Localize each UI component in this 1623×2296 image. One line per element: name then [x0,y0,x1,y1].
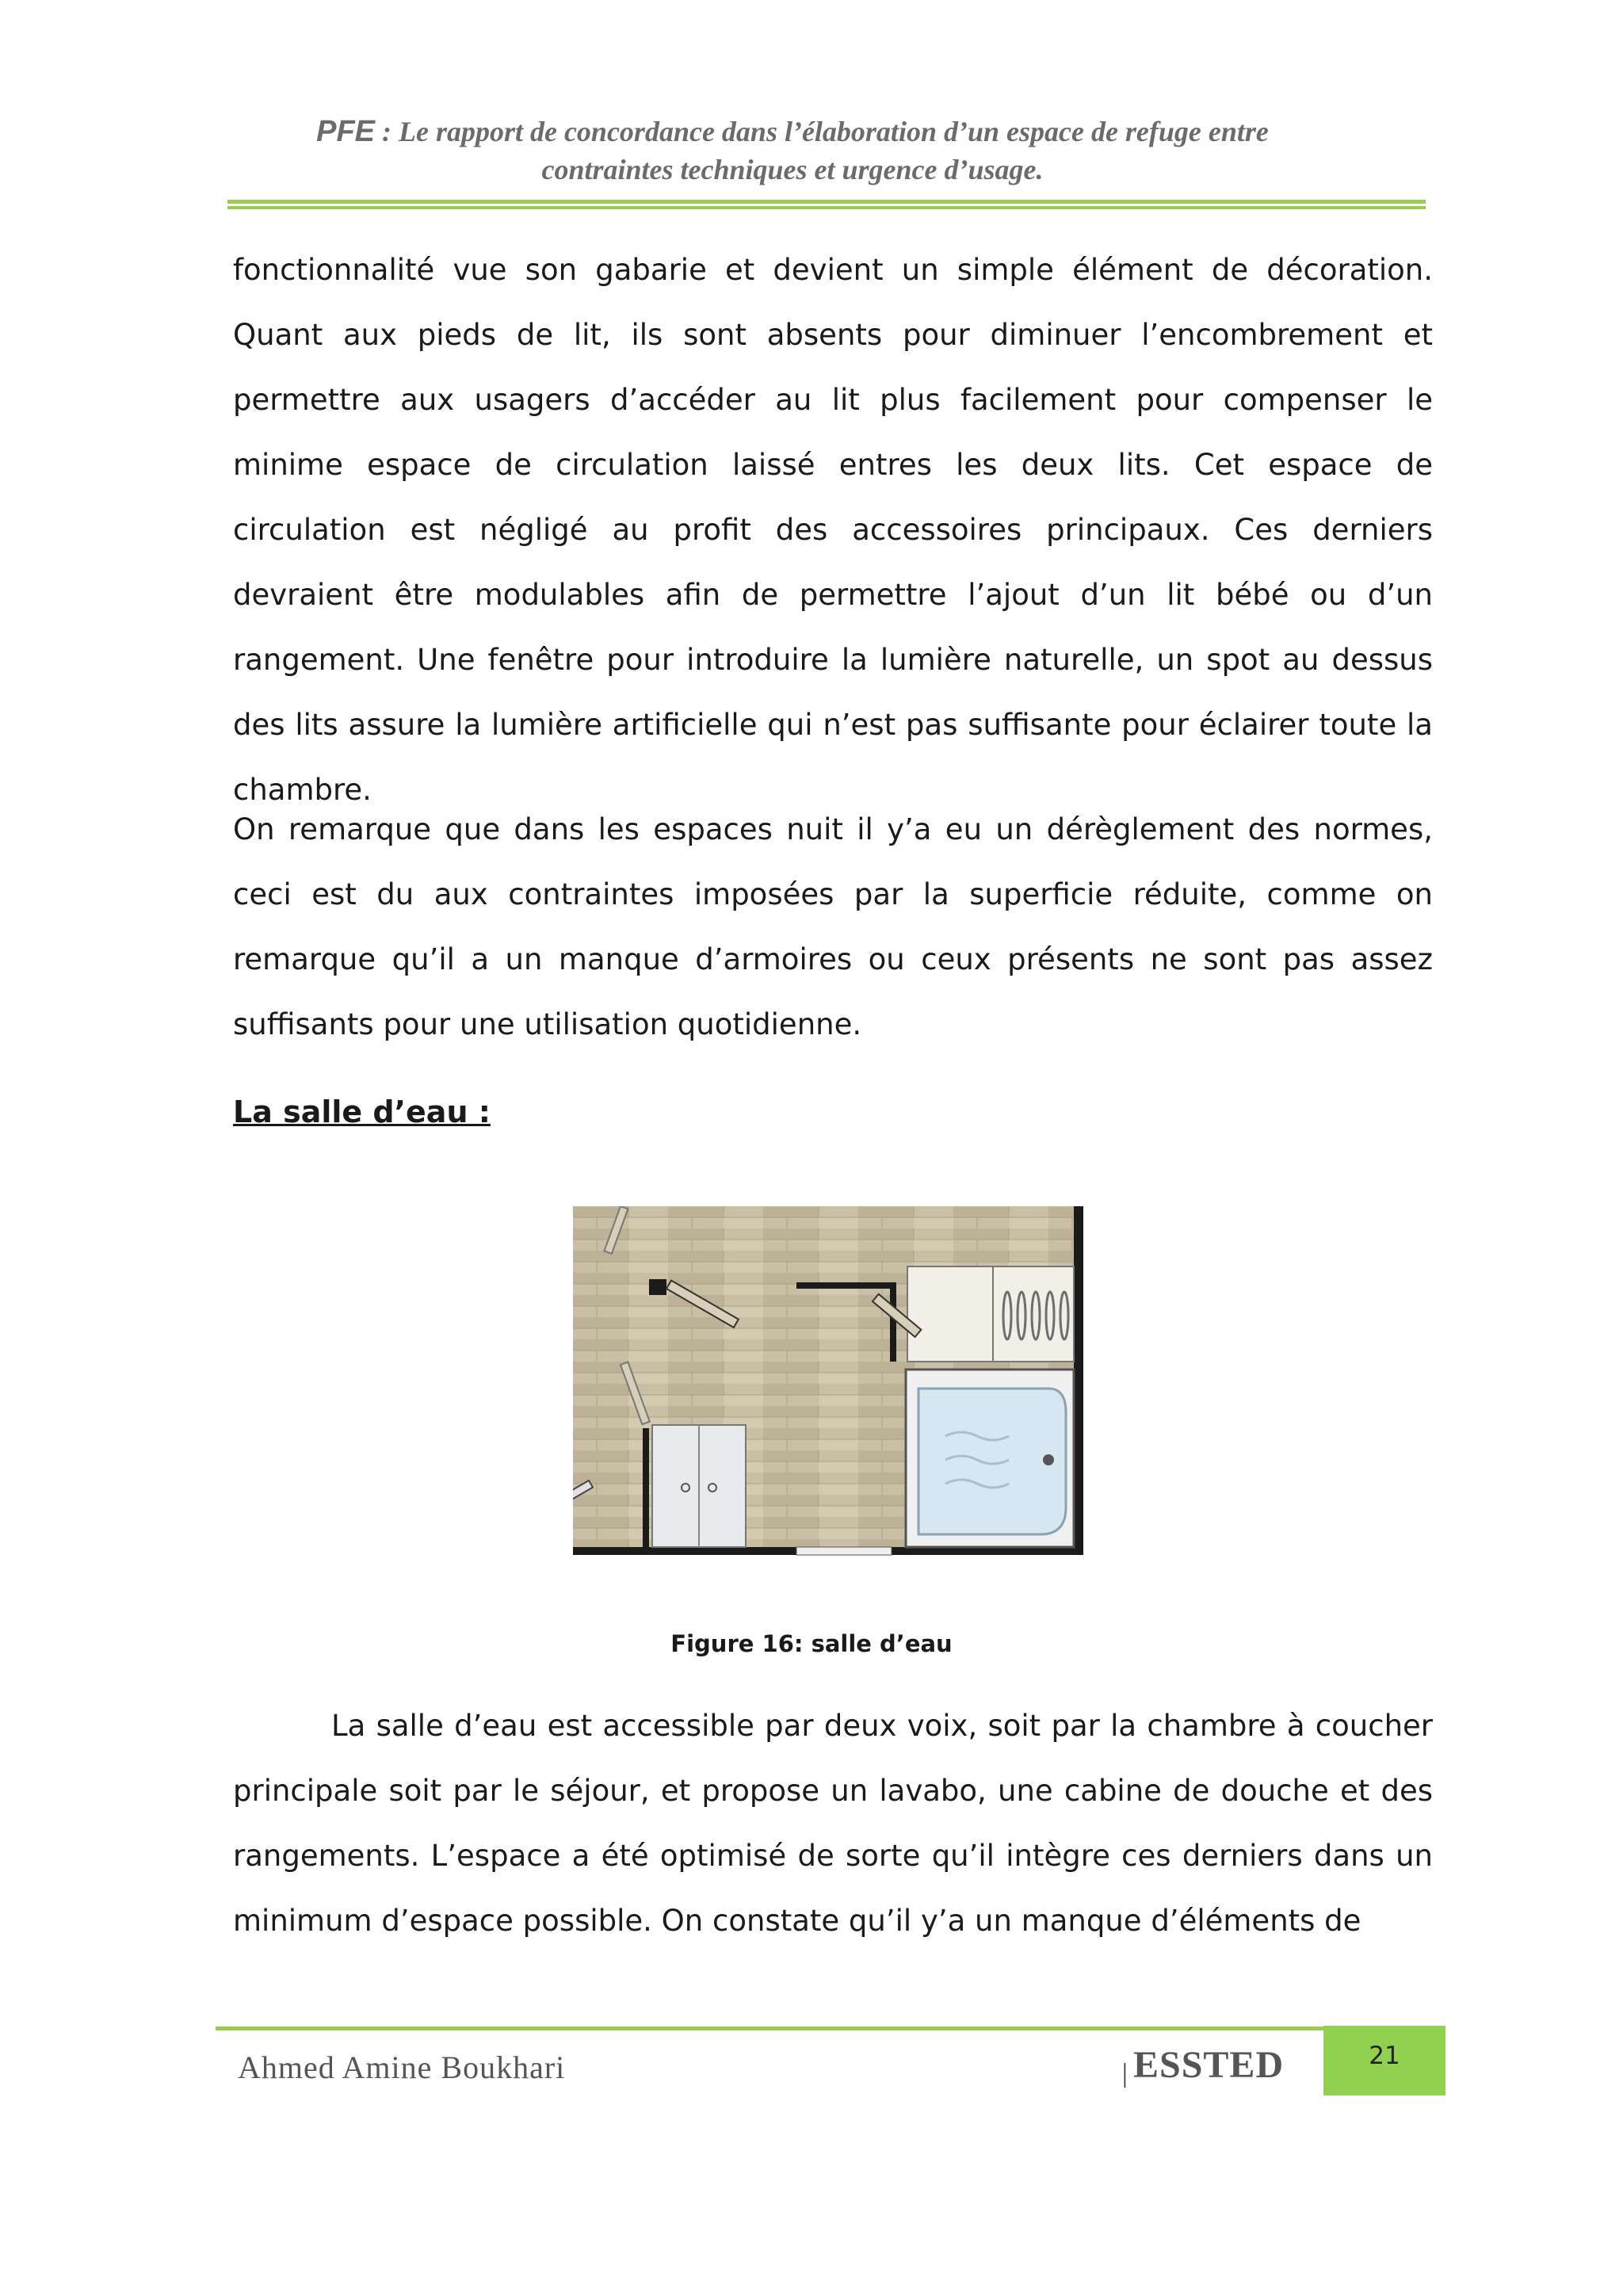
paragraph-1: fonctionnalité vue son gabarie et devient un simple élément de décoration. Quant aux pieds de lit, ils sont absents pour diminuer l’encombrement et permettre aux usagers d’accéder au lit plus facilement pour compenser le minime espace de circulation laissé entres les deux lits. Cet espace de circulation est négligé au profit des accessoires principaux. Ces derniers devraient être modulables afin de permettre l’ajout d’un lit bébé ou d’un rangement. Une fenêtre pour introduire la lumière naturelle, un spot au dessus des lits assure la lumière artificielle qui n’est pas suffisante pour éclairer toute la chambre. [233,253,1433,807]
paragraph-2: On remarque que dans les espaces nuit il y’a eu un dérèglement des normes, ceci est du aux contraintes imposées par la superficie réduite, comme on remarque qu’il a un manque d’armoires ou ceux présents ne sont pas assez suffisants pour une utilisation quotidienne. [233,812,1433,1041]
section-heading: La salle d’eau : [233,1095,491,1129]
page-header [230,113,1355,189]
storage-cabinet [907,1266,1074,1362]
footer-rule [216,2027,1325,2030]
wall-bath-left [890,1282,896,1362]
header-prefix: PFE [316,115,375,148]
wall-right [1074,1206,1083,1555]
paragraph-3: La salle d’eau est accessible par deux voix, soit par la chambre à coucher principale soit par le séjour, et propose un lavabo, une cabine de douche et des rangements. L’espace a été optimisé de sorte qu’il intègre ces derniers dans un minimum d’espace possible. On constate qu’il y’a un manque d’éléments de [233,1709,1433,1938]
page-number-box [1323,2026,1445,2095]
wall-inner-left [643,1428,649,1547]
header-title-line2: contraintes techniques et urgence d’usage. [541,154,1044,185]
page-number: 21 [1369,2042,1400,2070]
wall-corner [649,1279,666,1295]
footer-author: Ahmed Amine Boukhari [238,2050,566,2085]
header-title-line1: : Le rapport de concordance dans l’élaboration d’un espace de refuge entre [375,116,1269,147]
footer-separator: | [1122,2059,1128,2088]
header-rule [227,200,1426,209]
footer-org: ESSTED [1133,2044,1285,2086]
figure-caption: Figure 16: salle d’eau [670,1630,953,1657]
threshold [796,1547,892,1555]
bathroom-floorplan-figure [573,1206,1090,1564]
wall-mid-top [796,1282,892,1289]
